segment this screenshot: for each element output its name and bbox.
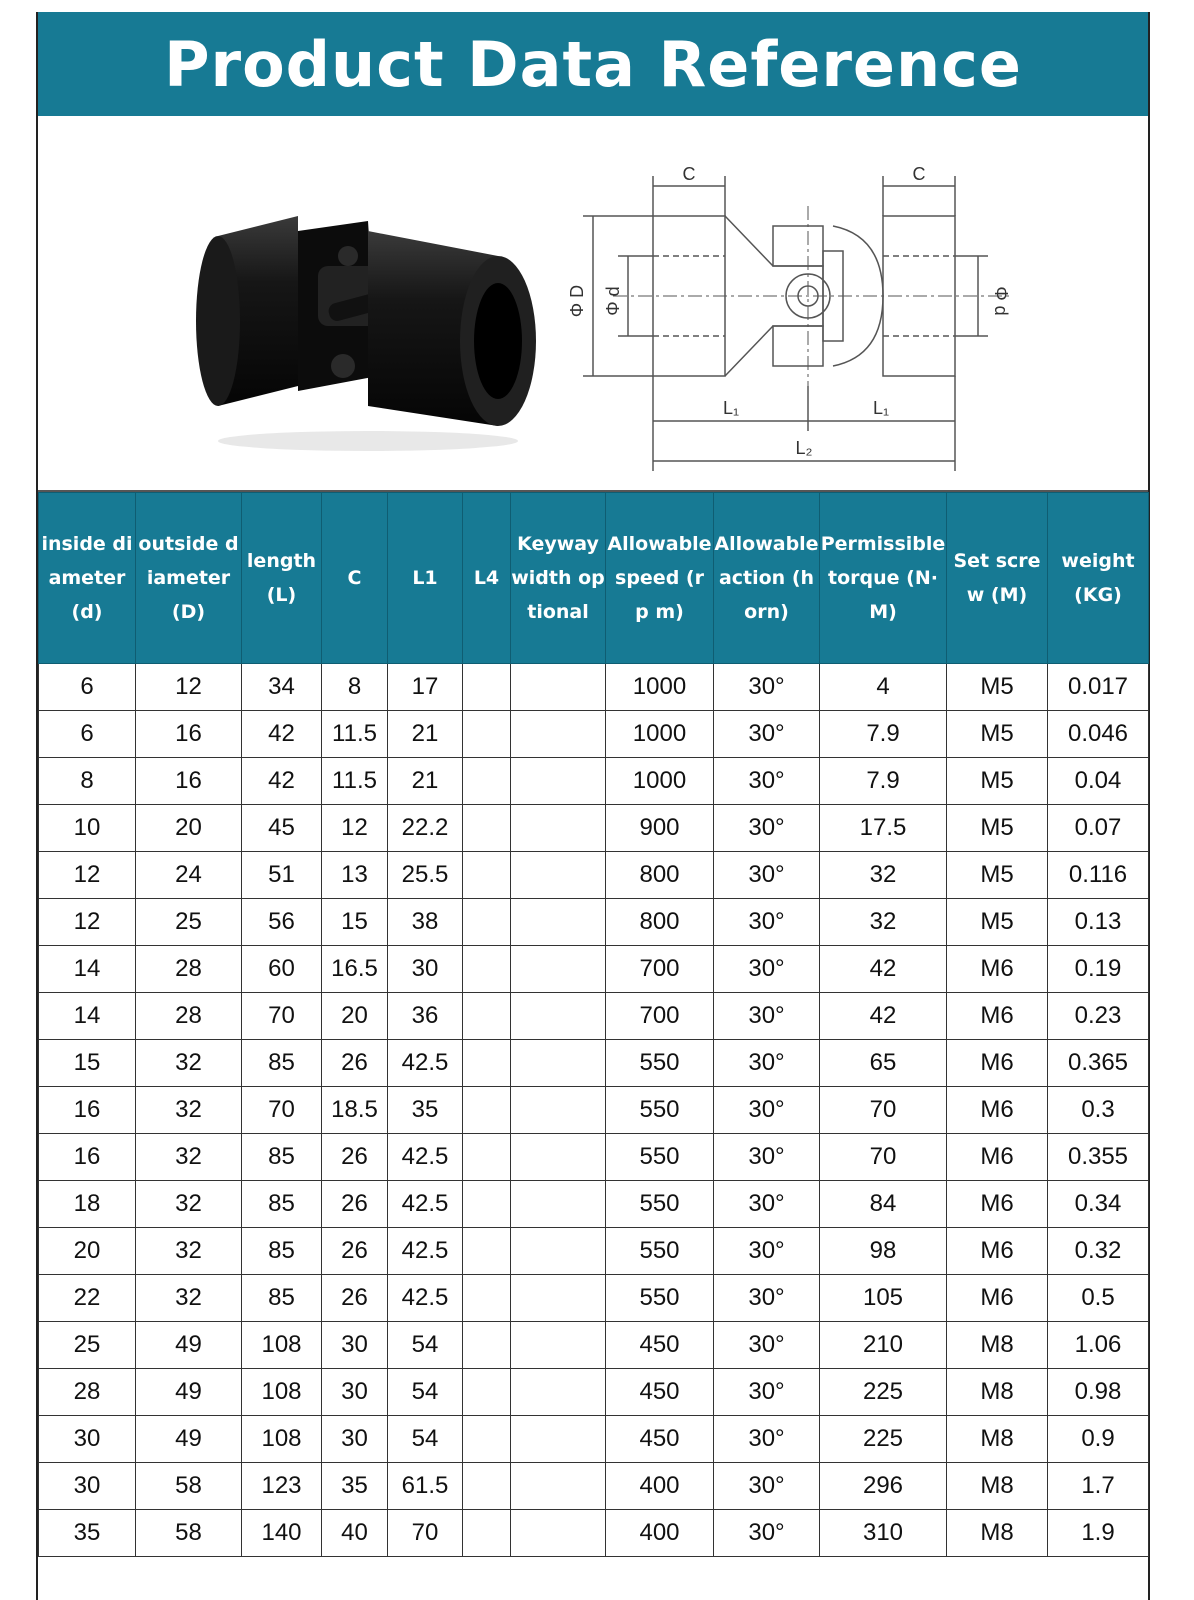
- cell-torque: 42: [820, 993, 947, 1040]
- cell-outside-diameter: 49: [136, 1416, 242, 1463]
- table-row: [39, 993, 1149, 1040]
- cell-set-screw: M5: [947, 805, 1048, 852]
- cell-torque: 42: [820, 946, 947, 993]
- cell-action: 30°: [714, 664, 820, 711]
- table-row: [39, 1087, 1149, 1134]
- cell-speed: 450: [606, 1416, 714, 1463]
- cell-speed: 1000: [606, 758, 714, 805]
- table-row: [39, 664, 1149, 711]
- cell-weight: 0.13: [1048, 899, 1149, 946]
- cell-set-screw: M6: [947, 1228, 1048, 1275]
- cell-length: 108: [242, 1369, 322, 1416]
- cell-speed: 900: [606, 805, 714, 852]
- table-row: [39, 1040, 1149, 1087]
- cell-action: 30°: [714, 711, 820, 758]
- cell-c: 12: [322, 805, 388, 852]
- col-header-action: Allowable action (horn): [714, 493, 820, 664]
- label-l1-right: L₁: [872, 398, 890, 418]
- cell-outside-diameter: 49: [136, 1322, 242, 1369]
- col-header-outside-diameter: outside diameter (D): [136, 493, 242, 664]
- cell-set-screw: M6: [947, 1181, 1048, 1228]
- cell-length: 85: [242, 1275, 322, 1322]
- cell-inside-diameter: 20: [39, 1228, 136, 1275]
- cell-l1: 70: [388, 1510, 463, 1557]
- cell-l1: 17: [388, 664, 463, 711]
- cell-outside-diameter: 58: [136, 1463, 242, 1510]
- title-bar: [38, 12, 1148, 116]
- cell-speed: 450: [606, 1369, 714, 1416]
- cell-length: 34: [242, 664, 322, 711]
- cell-l1: 54: [388, 1322, 463, 1369]
- cell-keyway: [511, 1134, 606, 1181]
- cell-set-screw: M5: [947, 711, 1048, 758]
- table-header-row: [39, 493, 1149, 664]
- cell-inside-diameter: 12: [39, 899, 136, 946]
- cell-speed: 1000: [606, 711, 714, 758]
- cell-l1: 42.5: [388, 1275, 463, 1322]
- cell-l4: [463, 1510, 511, 1557]
- cell-set-screw: M8: [947, 1322, 1048, 1369]
- cell-inside-diameter: 18: [39, 1181, 136, 1228]
- cell-outside-diameter: 32: [136, 1134, 242, 1181]
- cell-speed: 550: [606, 1134, 714, 1181]
- cell-inside-diameter: 35: [39, 1510, 136, 1557]
- cell-action: 30°: [714, 805, 820, 852]
- cell-c: 35: [322, 1463, 388, 1510]
- cell-set-screw: M5: [947, 852, 1048, 899]
- cell-outside-diameter: 16: [136, 711, 242, 758]
- cell-keyway: [511, 1228, 606, 1275]
- cell-length: 42: [242, 711, 322, 758]
- cell-torque: 296: [820, 1463, 947, 1510]
- cell-speed: 550: [606, 1275, 714, 1322]
- col-header-speed: Allowable speed (r p m): [606, 493, 714, 664]
- cell-l1: 42.5: [388, 1228, 463, 1275]
- cell-outside-diameter: 32: [136, 1040, 242, 1087]
- table-row: [39, 1369, 1149, 1416]
- col-header-torque: Permissible torque (N·M): [820, 493, 947, 664]
- cell-length: 140: [242, 1510, 322, 1557]
- table-row: [39, 1463, 1149, 1510]
- cell-l4: [463, 711, 511, 758]
- cell-set-screw: M6: [947, 946, 1048, 993]
- cell-l1: 38: [388, 899, 463, 946]
- table-row: [39, 1275, 1149, 1322]
- cell-l4: [463, 899, 511, 946]
- cell-l4: [463, 1228, 511, 1275]
- cell-c: 26: [322, 1275, 388, 1322]
- cell-inside-diameter: 30: [39, 1463, 136, 1510]
- cell-l4: [463, 1416, 511, 1463]
- cell-l1: 54: [388, 1416, 463, 1463]
- cell-set-screw: M6: [947, 1087, 1048, 1134]
- cell-inside-diameter: 16: [39, 1087, 136, 1134]
- cell-keyway: [511, 1181, 606, 1228]
- cell-action: 30°: [714, 1322, 820, 1369]
- cell-action: 30°: [714, 1275, 820, 1322]
- table-row: [39, 899, 1149, 946]
- cell-c: 26: [322, 1228, 388, 1275]
- cell-torque: 65: [820, 1040, 947, 1087]
- label-phi-d-left: Φ d: [603, 286, 623, 316]
- cell-speed: 450: [606, 1322, 714, 1369]
- cell-length: 85: [242, 1134, 322, 1181]
- cell-weight: 0.017: [1048, 664, 1149, 711]
- cell-inside-diameter: 28: [39, 1369, 136, 1416]
- cell-l1: 21: [388, 758, 463, 805]
- cell-torque: 7.9: [820, 711, 947, 758]
- cell-set-screw: M8: [947, 1416, 1048, 1463]
- cell-torque: 17.5: [820, 805, 947, 852]
- cell-l1: 25.5: [388, 852, 463, 899]
- cell-c: 30: [322, 1369, 388, 1416]
- cell-keyway: [511, 852, 606, 899]
- table-row: [39, 1416, 1149, 1463]
- table-row: [39, 711, 1149, 758]
- cell-keyway: [511, 1463, 606, 1510]
- cell-inside-diameter: 14: [39, 993, 136, 1040]
- cell-torque: 32: [820, 852, 947, 899]
- cell-l1: 42.5: [388, 1134, 463, 1181]
- cell-c: 30: [322, 1416, 388, 1463]
- cell-torque: 225: [820, 1369, 947, 1416]
- cell-inside-diameter: 6: [39, 664, 136, 711]
- col-header-weight: weight (KG): [1048, 493, 1149, 664]
- table-row: [39, 805, 1149, 852]
- cell-outside-diameter: 32: [136, 1181, 242, 1228]
- cell-speed: 550: [606, 1181, 714, 1228]
- cell-torque: 210: [820, 1322, 947, 1369]
- table-row: [39, 1134, 1149, 1181]
- spec-sheet: [36, 12, 1150, 1600]
- cell-action: 30°: [714, 1510, 820, 1557]
- dimension-diagram: [567, 156, 1043, 476]
- cell-set-screw: M6: [947, 993, 1048, 1040]
- cell-inside-diameter: 25: [39, 1322, 136, 1369]
- cell-action: 30°: [714, 1228, 820, 1275]
- cell-l4: [463, 852, 511, 899]
- cell-keyway: [511, 899, 606, 946]
- cell-keyway: [511, 1369, 606, 1416]
- cell-weight: 0.046: [1048, 711, 1149, 758]
- cell-length: 60: [242, 946, 322, 993]
- cell-weight: 0.19: [1048, 946, 1149, 993]
- cell-torque: 32: [820, 899, 947, 946]
- cell-action: 30°: [714, 1416, 820, 1463]
- cell-set-screw: M6: [947, 1040, 1048, 1087]
- cell-length: 85: [242, 1228, 322, 1275]
- cell-torque: 105: [820, 1275, 947, 1322]
- cell-outside-diameter: 32: [136, 1228, 242, 1275]
- cell-torque: 84: [820, 1181, 947, 1228]
- cell-length: 85: [242, 1181, 322, 1228]
- cell-l1: 36: [388, 993, 463, 1040]
- cell-outside-diameter: 12: [136, 664, 242, 711]
- cell-speed: 700: [606, 946, 714, 993]
- cell-action: 30°: [714, 852, 820, 899]
- cell-c: 11.5: [322, 711, 388, 758]
- cell-inside-diameter: 12: [39, 852, 136, 899]
- cell-action: 30°: [714, 1463, 820, 1510]
- label-l1-left: L₁: [722, 398, 740, 418]
- cell-outside-diameter: 24: [136, 852, 242, 899]
- cell-speed: 400: [606, 1463, 714, 1510]
- cell-speed: 400: [606, 1510, 714, 1557]
- cell-weight: 0.9: [1048, 1416, 1149, 1463]
- cell-outside-diameter: 49: [136, 1369, 242, 1416]
- cell-c: 11.5: [322, 758, 388, 805]
- col-header-c: C: [322, 493, 388, 664]
- cell-action: 30°: [714, 899, 820, 946]
- cell-speed: 550: [606, 1228, 714, 1275]
- cell-length: 108: [242, 1322, 322, 1369]
- cell-l4: [463, 1275, 511, 1322]
- cell-weight: 0.365: [1048, 1040, 1149, 1087]
- cell-weight: 0.32: [1048, 1228, 1149, 1275]
- label-phi-big-d: Φ D: [567, 284, 587, 318]
- cell-set-screw: M8: [947, 1510, 1048, 1557]
- page-title: Product Data Reference: [164, 27, 1022, 101]
- table-row: [39, 852, 1149, 899]
- table-row: [39, 946, 1149, 993]
- table-row: [39, 1322, 1149, 1369]
- cell-c: 18.5: [322, 1087, 388, 1134]
- cell-length: 56: [242, 899, 322, 946]
- cell-inside-diameter: 22: [39, 1275, 136, 1322]
- cell-action: 30°: [714, 946, 820, 993]
- cell-torque: 310: [820, 1510, 947, 1557]
- cell-set-screw: M6: [947, 1275, 1048, 1322]
- cell-c: 13: [322, 852, 388, 899]
- cell-outside-diameter: 28: [136, 993, 242, 1040]
- cell-l4: [463, 664, 511, 711]
- cell-outside-diameter: 32: [136, 1275, 242, 1322]
- cell-c: 8: [322, 664, 388, 711]
- cell-c: 16.5: [322, 946, 388, 993]
- cell-l1: 61.5: [388, 1463, 463, 1510]
- cell-action: 30°: [714, 1369, 820, 1416]
- cell-torque: 4: [820, 664, 947, 711]
- universal-joint-photo: [178, 176, 538, 456]
- cell-weight: 0.3: [1048, 1087, 1149, 1134]
- cell-speed: 800: [606, 899, 714, 946]
- cell-weight: 1.9: [1048, 1510, 1149, 1557]
- cell-c: 15: [322, 899, 388, 946]
- cell-outside-diameter: 20: [136, 805, 242, 852]
- cell-set-screw: M5: [947, 664, 1048, 711]
- table-row: [39, 1510, 1149, 1557]
- product-figure: [38, 116, 1148, 492]
- cell-c: 26: [322, 1181, 388, 1228]
- cell-set-screw: M8: [947, 1369, 1048, 1416]
- cell-torque: 7.9: [820, 758, 947, 805]
- cell-c: 20: [322, 993, 388, 1040]
- cell-length: 123: [242, 1463, 322, 1510]
- cell-outside-diameter: 16: [136, 758, 242, 805]
- label-l2: L₂: [795, 438, 813, 458]
- cell-set-screw: M5: [947, 899, 1048, 946]
- table-row: [39, 1181, 1149, 1228]
- cell-weight: 1.06: [1048, 1322, 1149, 1369]
- cell-l4: [463, 1040, 511, 1087]
- cell-speed: 1000: [606, 664, 714, 711]
- cell-torque: 98: [820, 1228, 947, 1275]
- cell-action: 30°: [714, 1040, 820, 1087]
- cell-speed: 700: [606, 993, 714, 1040]
- cell-l4: [463, 1369, 511, 1416]
- cell-l1: 22.2: [388, 805, 463, 852]
- cell-l4: [463, 1463, 511, 1510]
- cell-c: 26: [322, 1134, 388, 1181]
- cell-torque: 70: [820, 1087, 947, 1134]
- cell-keyway: [511, 805, 606, 852]
- cell-l1: 42.5: [388, 1040, 463, 1087]
- cell-action: 30°: [714, 1181, 820, 1228]
- cell-c: 40: [322, 1510, 388, 1557]
- cell-action: 30°: [714, 1134, 820, 1181]
- cell-keyway: [511, 993, 606, 1040]
- cell-action: 30°: [714, 1087, 820, 1134]
- col-header-l4: L4: [463, 493, 511, 664]
- label-c-right: C: [912, 164, 926, 184]
- table-row: [39, 758, 1149, 805]
- cell-outside-diameter: 25: [136, 899, 242, 946]
- cell-inside-diameter: 16: [39, 1134, 136, 1181]
- cell-outside-diameter: 28: [136, 946, 242, 993]
- cell-keyway: [511, 1416, 606, 1463]
- cell-c: 26: [322, 1040, 388, 1087]
- cell-weight: 0.116: [1048, 852, 1149, 899]
- cell-l4: [463, 805, 511, 852]
- cell-keyway: [511, 664, 606, 711]
- cell-weight: 0.34: [1048, 1181, 1149, 1228]
- cell-length: 108: [242, 1416, 322, 1463]
- cell-keyway: [511, 758, 606, 805]
- cell-weight: 0.5: [1048, 1275, 1149, 1322]
- cell-keyway: [511, 1322, 606, 1369]
- col-header-length: length (L): [242, 493, 322, 664]
- cell-inside-diameter: 15: [39, 1040, 136, 1087]
- cell-l1: 30: [388, 946, 463, 993]
- cell-l4: [463, 1087, 511, 1134]
- cell-outside-diameter: 58: [136, 1510, 242, 1557]
- cell-length: 42: [242, 758, 322, 805]
- label-phi-d-right: Φ d: [991, 286, 1011, 316]
- cell-speed: 800: [606, 852, 714, 899]
- cell-set-screw: M8: [947, 1463, 1048, 1510]
- cell-weight: 0.98: [1048, 1369, 1149, 1416]
- cell-keyway: [511, 711, 606, 758]
- cell-set-screw: M5: [947, 758, 1048, 805]
- cell-set-screw: M6: [947, 1134, 1048, 1181]
- cell-c: 30: [322, 1322, 388, 1369]
- cell-keyway: [511, 1510, 606, 1557]
- cell-weight: 0.23: [1048, 993, 1149, 1040]
- cell-l4: [463, 1134, 511, 1181]
- cell-l4: [463, 1181, 511, 1228]
- cell-torque: 225: [820, 1416, 947, 1463]
- table-row: [39, 1228, 1149, 1275]
- cell-l4: [463, 946, 511, 993]
- cell-inside-diameter: 6: [39, 711, 136, 758]
- cell-weight: 0.07: [1048, 805, 1149, 852]
- cell-l4: [463, 993, 511, 1040]
- cell-length: 70: [242, 993, 322, 1040]
- cell-keyway: [511, 1275, 606, 1322]
- cell-l1: 35: [388, 1087, 463, 1134]
- cell-l1: 42.5: [388, 1181, 463, 1228]
- cell-length: 45: [242, 805, 322, 852]
- cell-length: 85: [242, 1040, 322, 1087]
- cell-inside-diameter: 8: [39, 758, 136, 805]
- cell-keyway: [511, 1040, 606, 1087]
- col-header-inside-diameter: inside diameter (d): [39, 493, 136, 664]
- cell-l1: 21: [388, 711, 463, 758]
- cell-inside-diameter: 14: [39, 946, 136, 993]
- cell-length: 70: [242, 1087, 322, 1134]
- table-body: [39, 664, 1149, 1557]
- cell-l1: 54: [388, 1369, 463, 1416]
- cell-keyway: [511, 946, 606, 993]
- cell-weight: 0.04: [1048, 758, 1149, 805]
- spec-table: [38, 492, 1149, 1557]
- cell-l4: [463, 1322, 511, 1369]
- cell-action: 30°: [714, 758, 820, 805]
- cell-outside-diameter: 32: [136, 1087, 242, 1134]
- cell-weight: 0.355: [1048, 1134, 1149, 1181]
- cell-weight: 1.7: [1048, 1463, 1149, 1510]
- cell-l4: [463, 758, 511, 805]
- col-header-keyway: Keyway width optional: [511, 493, 606, 664]
- cell-action: 30°: [714, 993, 820, 1040]
- cell-speed: 550: [606, 1040, 714, 1087]
- cell-inside-diameter: 30: [39, 1416, 136, 1463]
- cell-length: 51: [242, 852, 322, 899]
- cell-torque: 70: [820, 1134, 947, 1181]
- col-header-l1: L1: [388, 493, 463, 664]
- cell-keyway: [511, 1087, 606, 1134]
- cell-inside-diameter: 10: [39, 805, 136, 852]
- cell-speed: 550: [606, 1087, 714, 1134]
- col-header-set-screw: Set screw (M): [947, 493, 1048, 664]
- label-c-left: C: [682, 164, 696, 184]
